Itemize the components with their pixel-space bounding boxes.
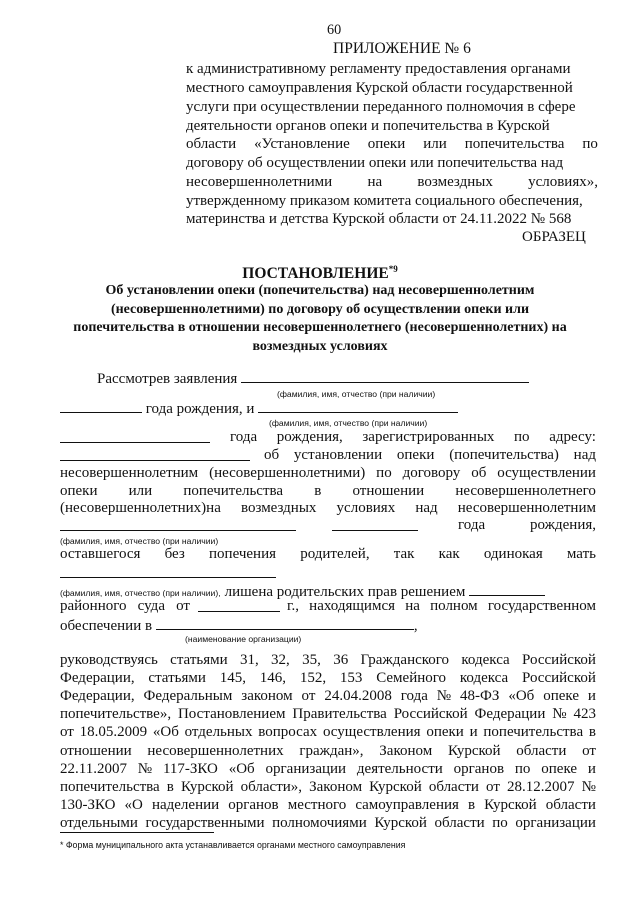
paragraph-0-word: 32, <box>271 652 290 668</box>
appendix-line-4-word: по <box>582 136 598 152</box>
paragraph-7-word: Курской <box>180 778 234 795</box>
minor-word: несовершеннолетним <box>60 465 199 481</box>
paragraph-1-word: кодекса <box>459 670 509 687</box>
line-paid <box>60 500 596 517</box>
paragraph-line <box>60 761 596 778</box>
left-word: одинокая <box>483 546 543 562</box>
line-establish <box>264 447 596 464</box>
paragraph-1-word: Российской <box>521 670 596 687</box>
paragraph-4-word: попечительства <box>483 724 584 741</box>
paragraph-7-word: 28.12.2007 <box>506 778 575 795</box>
court-rest-word: находящимся <box>309 598 396 614</box>
paragraph-line <box>60 652 596 669</box>
ward-name-field[interactable] <box>60 517 296 531</box>
paragraph-line <box>60 724 596 741</box>
mother-name-field-wrap <box>60 564 276 583</box>
left-word: оставшегося <box>60 546 141 562</box>
appendix-line: деятельности органов опеки и попечительства в Курской <box>186 118 550 134</box>
paragraph-2-word: от <box>301 688 316 705</box>
paragraph-8-word: в <box>467 796 476 813</box>
paragraph-8-word: области <box>545 796 596 813</box>
birth-year-field-2[interactable] <box>60 429 210 443</box>
paragraph-4-word: отдельных <box>184 724 253 741</box>
appendix-line: материнства и детства Курской области от 24.11.2022 № 568 <box>186 211 572 227</box>
minor-word: об <box>471 465 487 481</box>
address-field[interactable] <box>60 447 250 461</box>
paragraph-7-word: области <box>428 778 479 795</box>
provided-text: обеспечении в <box>60 618 153 634</box>
paragraph-5-word: от <box>582 742 596 759</box>
paragraph-1-word: Федерации, <box>60 670 135 687</box>
yearbirth-word: рождения, <box>530 517 596 533</box>
paragraph-6-word: органов <box>453 760 505 777</box>
paragraph-7-word: в <box>166 778 174 795</box>
birth-line <box>60 399 458 418</box>
paragraph-0-word: Российской <box>522 652 596 668</box>
appendix-line-6-word: несовершеннолетними <box>186 174 333 190</box>
address-field-wrap <box>60 447 250 466</box>
line-address <box>230 429 596 446</box>
paragraph-4-word: и <box>469 724 478 741</box>
paragraph-9-word: по <box>492 814 508 831</box>
paragraph-3-word: Федерации <box>474 706 546 723</box>
considering-text: Рассмотрев заявления <box>97 371 238 387</box>
paragraph-7-word: № <box>581 778 596 795</box>
address-word: зарегистрированных <box>362 429 495 445</box>
guardian-word: или <box>128 483 153 499</box>
paid-word: (несовершеннолетних)на <box>60 500 221 516</box>
establish-word: об <box>264 447 280 463</box>
appendix-line-6-word: условиях», <box>528 174 598 190</box>
paragraph-3-word: 423 <box>573 706 596 723</box>
organization-field[interactable] <box>156 616 414 630</box>
court-rest-word: полном <box>430 598 478 614</box>
paragraph-6-word: опеке <box>541 760 578 777</box>
line-guardian <box>60 483 596 500</box>
paragraph-9-word: Курской <box>374 814 427 831</box>
paragraph-1-word: Семейного <box>376 670 447 687</box>
paragraph-2-word: 48-ФЗ <box>460 688 500 705</box>
paragraph-7-word: Курской <box>369 778 422 795</box>
subtitle-line: (несовершеннолетними) по договору об осуществлении опеки или <box>110 302 530 317</box>
paragraph-line <box>60 688 596 705</box>
guardian-word: попечительства <box>183 483 284 499</box>
left-word: родителей, <box>300 546 370 562</box>
address-word: рождения, <box>276 429 343 445</box>
paragraph-line <box>60 670 596 687</box>
paragraph-7-word: от <box>486 778 500 795</box>
appendix-line-4-word: опеки <box>367 136 406 152</box>
paragraph-2-word: года <box>400 688 428 705</box>
paid-word: несовершеннолетним <box>457 500 596 516</box>
paragraph-5-word: Курской <box>447 742 501 759</box>
paragraph-3-word: Российской <box>393 706 468 723</box>
footnote-mark: *9 <box>388 264 398 274</box>
sample-label: ОБРАЗЕЦ <box>522 229 586 245</box>
appendix-line: к административному регламенту предоставления органами <box>186 61 571 77</box>
second-applicant-field[interactable] <box>258 399 458 413</box>
left-word: как <box>438 546 460 562</box>
left-word: без <box>164 546 185 562</box>
left-word: так <box>393 546 415 562</box>
decision-number-field[interactable] <box>469 582 545 596</box>
footnote-separator <box>60 832 214 833</box>
appendix-line: утвержденному приказом комитета социального обеспечения, <box>186 193 583 209</box>
hint-fio-3: (фамилия, имя, отчество (при наличии) <box>60 536 219 546</box>
subtitle-line: Об установлении опеки (попечительства) над несовершеннолетним <box>105 283 535 298</box>
paragraph-7-word: попечительства <box>60 778 160 795</box>
page-number: 60 <box>327 22 342 38</box>
paid-word: условиях <box>336 500 396 516</box>
paragraph-9-word: области <box>434 814 485 831</box>
appendix-line-4-word: или <box>423 136 447 152</box>
paragraph-0-word: кодекса <box>461 652 510 668</box>
minor-word: договору <box>402 465 461 481</box>
minor-word: по <box>376 465 392 481</box>
address-word: по <box>514 429 530 445</box>
paid-word: над <box>415 500 438 516</box>
ward-name-field-wrap <box>60 517 296 536</box>
guardian-word: отношении <box>352 483 425 499</box>
paragraph-4-word: «Об <box>152 724 179 741</box>
court-word: суда <box>137 598 165 614</box>
paragraph-8-word: местного <box>287 796 347 813</box>
birth-year-field-2-wrap <box>60 429 210 448</box>
paragraph-line <box>60 743 596 760</box>
line-year-birth <box>458 517 596 534</box>
court-rest-word: государственном <box>487 598 596 614</box>
paragraph-9-word: отдельными <box>60 814 138 831</box>
paragraph-2-word: законом <box>241 688 293 705</box>
paid-word: возмездных <box>241 500 317 516</box>
ward-year-field-wrap <box>332 517 418 536</box>
paragraph-4-word: вопросах <box>258 724 318 741</box>
paragraph-0-word: 36 <box>333 652 349 668</box>
paragraph-8-word: самоуправления <box>355 796 459 813</box>
decree-title <box>0 264 640 283</box>
court-word: от <box>176 598 190 614</box>
paragraph-8-word: наделении <box>151 796 220 813</box>
paragraph-4-word: в <box>588 724 596 741</box>
establish-word: установлении <box>293 447 383 463</box>
court-date-field-wrap <box>198 598 280 617</box>
subtitle-line: попечительства в отношении несовершеннолетнего (несовершеннолетних) на <box>73 320 567 335</box>
paragraph-line <box>60 797 596 814</box>
guardian-word: несовершеннолетнего <box>455 483 596 499</box>
provided-comma: , <box>413 618 418 634</box>
paragraph-6-word: «Об <box>228 760 255 777</box>
paragraph-5-word: граждан», <box>299 742 364 759</box>
paragraph-3-word: Правительства <box>292 706 387 723</box>
paragraph-2-word: № <box>436 688 452 705</box>
paragraph-5-word: отношении <box>60 742 132 759</box>
minor-word: осуществлении <box>497 465 596 481</box>
considering-label <box>97 369 529 388</box>
paragraph-1-word: статьями <box>148 670 206 687</box>
paragraph-2-word: Федеральным <box>143 688 233 705</box>
paragraph-4-word: осуществления <box>322 724 421 741</box>
minor-word: (несовершеннолетними) <box>209 465 366 481</box>
hint-fio-1: (фамилия, имя, отчество (при наличии) <box>277 389 436 399</box>
establish-word: опеки <box>396 447 435 463</box>
applicant-name-field[interactable] <box>241 369 529 383</box>
establish-word: (попечительства) <box>449 447 559 463</box>
establish-word: над <box>573 447 596 463</box>
appendix-line-4-word: попечительства <box>464 136 565 152</box>
paragraph-6-word: № <box>137 760 153 777</box>
line-left-without-care <box>60 546 596 563</box>
paragraph-2-word: и <box>587 688 596 705</box>
court-rest-word: на <box>405 598 420 614</box>
paragraph-line <box>60 706 596 723</box>
paragraph-6-word: организации <box>265 760 347 777</box>
guardian-word: в <box>314 483 322 499</box>
paragraph-4-word: 18.05.2009 <box>79 724 148 741</box>
provided-line <box>60 616 418 635</box>
footnote-text: * Форма муниципального акта устанавливается органами местного самоуправления <box>60 840 406 850</box>
paragraph-8-word: Курской <box>484 796 537 813</box>
paragraph-2-word: 24.04.2008 <box>324 688 392 705</box>
hint-org: (наименование организации) <box>185 634 302 644</box>
left-word: мать <box>566 546 596 562</box>
birth-and-text: года рождения, и <box>145 401 255 417</box>
appendix-line: местного самоуправления Курской области государственной <box>186 80 573 96</box>
paragraph-9-word: полномочиями <box>272 814 367 831</box>
appendix-line-4-word: области <box>186 136 237 152</box>
paragraph-0-word: руководствуясь <box>60 652 158 668</box>
appendix-line: услуги при осуществлении переданного полномочия в сфере <box>186 99 576 115</box>
paragraph-1-word: 153 <box>339 670 363 687</box>
paragraph-3-word: попечительстве», <box>60 706 172 723</box>
decree-title-text: ПОСТАНОВЛЕНИЕ <box>242 265 389 283</box>
paragraph-9-word: организации <box>515 814 596 831</box>
paragraph-2-word: «Об <box>508 688 535 705</box>
guardian-word: опеки <box>60 483 98 499</box>
paragraph-8-word: 130-ЗКО <box>60 796 116 813</box>
paragraph-4-word: от <box>60 724 74 741</box>
birth-year-field-1[interactable] <box>60 399 142 413</box>
mother-name-field[interactable] <box>60 564 276 578</box>
ward-year-field[interactable] <box>332 517 418 531</box>
paragraph-9-word: государственными <box>145 814 265 831</box>
paragraph-7-word: области», <box>240 778 303 795</box>
court-date-field[interactable] <box>198 598 280 612</box>
appendix-line-6-word: на <box>367 174 383 190</box>
paragraph-2-word: опеке <box>543 688 579 705</box>
line-court <box>60 598 190 615</box>
appendix-line <box>186 136 598 153</box>
appendix-line <box>186 174 598 191</box>
appendix-line-4-word: «Установление <box>254 136 350 152</box>
paragraph-0-word: 31, <box>239 652 259 668</box>
paragraph-5-word: Законом <box>379 742 433 759</box>
paragraph-6-word: и <box>587 760 596 777</box>
paragraph-line <box>60 779 596 796</box>
appendix-line: договору об осуществлении опеки или попечительства над <box>186 155 564 171</box>
paragraph-1-word: 146, <box>259 670 287 687</box>
deprived-hint: (фамилия, имя, отчество (при наличии), <box>60 588 221 598</box>
line-minor <box>60 465 596 482</box>
paragraph-5-word: области <box>516 742 567 759</box>
paragraph-8-word: органов <box>228 796 279 813</box>
paragraph-6-word: деятельности <box>356 760 443 777</box>
court-rest-word: г., <box>287 598 299 614</box>
paragraph-4-word: опеки <box>426 724 464 741</box>
paragraph-8-word: «О <box>124 796 143 813</box>
paragraph-1-word: 152, <box>299 670 327 687</box>
paragraph-3-word: № <box>552 706 567 723</box>
address-word: адресу: <box>549 429 596 445</box>
paragraph-0-word: статьями <box>170 652 228 668</box>
line-court-rest <box>287 598 596 615</box>
paragraph-0-word: 35, <box>302 652 321 668</box>
paragraph-6-word: по <box>514 760 531 777</box>
paragraph-6-word: 22.11.2007 <box>60 760 127 777</box>
subtitle-line: возмездных условиях <box>252 339 388 354</box>
address-word: года <box>230 429 258 445</box>
yearbirth-word: года <box>458 517 486 533</box>
paragraph-0-word: Гражданского <box>360 652 450 668</box>
paragraph-7-word: Законом <box>309 778 363 795</box>
left-word: попечения <box>209 546 277 562</box>
hint-fio-2: (фамилия, имя, отчество (при наличии) <box>269 418 428 428</box>
deprived-text: лишена родительских прав решением <box>224 584 466 600</box>
paragraph-1-word: 145, <box>219 670 246 687</box>
paragraph-5-word: несовершеннолетних <box>147 742 284 759</box>
paragraph-3-word: Постановлением <box>177 706 286 723</box>
appendix-line-6-word: возмездных <box>417 174 493 190</box>
paragraph-line <box>60 815 596 832</box>
court-word: районного <box>60 598 127 614</box>
paragraph-2-word: Федерации, <box>60 688 135 705</box>
appendix-title: ПРИЛОЖЕНИЕ № 6 <box>333 40 471 57</box>
paragraph-6-word: 117-ЗКО <box>162 760 218 777</box>
